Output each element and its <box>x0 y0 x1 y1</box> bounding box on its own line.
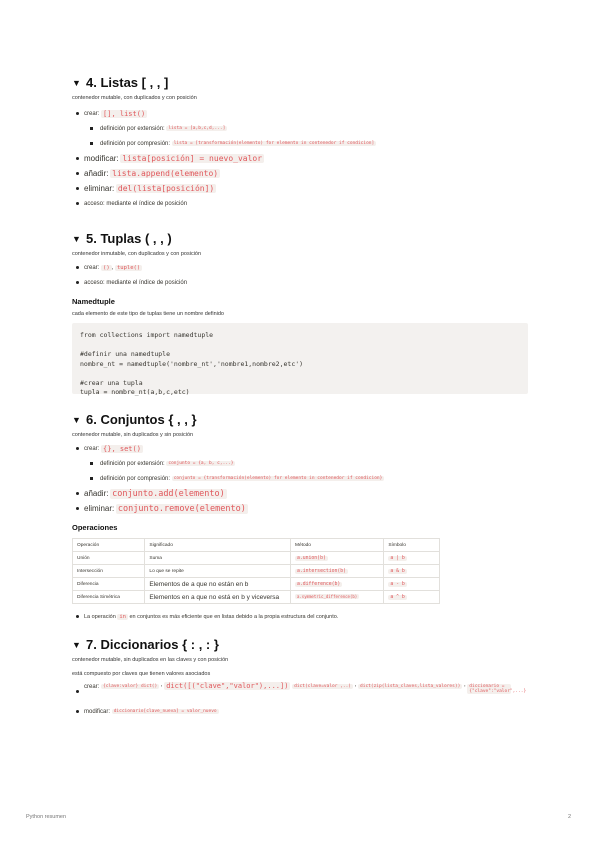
list-item: modificar: lista[posición] = nuevo_valor <box>72 151 528 166</box>
list-item: añadir: lista.append(elemento) <box>72 166 528 181</box>
inline-code: diccionario[clave_nueva] = valor_nuevo <box>113 709 217 714</box>
list-item: modificar: diccionario[clave_nueva] = valor_nuevo <box>72 704 528 719</box>
section-listas-heading[interactable] <box>72 75 528 90</box>
list-item: añadir: conjunto.add(elemento) <box>72 486 528 501</box>
bullet-list <box>72 441 528 516</box>
list-item: eliminar: conjunto.remove(elemento) <box>72 501 528 516</box>
inline-code: [], list() <box>103 109 146 118</box>
section-description: contenedor mutable, con duplicados y con posición <box>72 95 197 101</box>
bullet-list <box>72 682 528 719</box>
section-description: contenedor mutable, sin duplicados y sin posición <box>72 432 194 438</box>
collapse-triangle-icon[interactable]: ▼ <box>72 77 81 88</box>
table-row: Unión Suma a.union(b) a | b <box>73 552 440 565</box>
list-item: La operación in en conjuntos es más eficiente que en listas debido a la propia estructura del conjunto. <box>72 609 528 624</box>
collapse-triangle-icon[interactable]: ▼ <box>72 639 81 650</box>
inline-code: lista[posición] = nuevo_valor <box>122 154 263 163</box>
section-title: 5. Tuplas ( , , ) <box>86 231 172 246</box>
inline-code: lista = [a,b,c,d,...] <box>168 126 226 131</box>
section-tuplas-heading[interactable] <box>72 231 528 246</box>
inline-code: {}, set() <box>103 444 141 453</box>
list-item: definición por extensión: lista = [a,b,c,d,...] <box>72 121 528 136</box>
table-row: Intersección Lo que se repite a.intersection(b) a & b <box>73 565 440 578</box>
inline-code: conjunto.remove(elemento) <box>117 503 246 514</box>
inline-code: lista.append(elemento) <box>112 169 219 178</box>
inline-code: del(lista[posición]) <box>117 184 215 193</box>
inline-code: dict(zip(lista_claves,lista_valores)) <box>360 684 461 689</box>
inline-code: tuple() <box>116 264 141 271</box>
collapse-triangle-icon[interactable]: ▼ <box>72 233 81 244</box>
section-diccionarios-heading[interactable] <box>72 637 528 652</box>
bullet-list <box>72 609 528 624</box>
inline-code: lista = [transformación(elemento) for elemento in contenedor if condicion] <box>173 141 375 146</box>
list-item: crear: [], list() <box>72 106 528 121</box>
operaciones-heading: Operaciones <box>72 523 118 532</box>
bullet-list <box>72 106 528 211</box>
operations-table <box>72 538 440 604</box>
inline-code: conjunto = {a, b, c,...} <box>168 461 234 466</box>
section-description: contenedor inmutable, con duplicados y con posición <box>72 251 202 257</box>
list-item: crear: {}, set() <box>72 441 528 456</box>
footer-title: Python resumen <box>26 814 67 820</box>
bullet-list <box>72 260 528 290</box>
inline-code: conjunto = {transformación(elemento) for elemento in contenedor if condicion} <box>173 476 383 481</box>
inline-code: in <box>119 613 126 620</box>
section-title: 4. Listas [ , , ] <box>86 75 169 90</box>
table-row: Diferencia Elementos de a que no están en b a.difference(b) a - b <box>73 578 440 591</box>
section-description: está compuesto por claves que tienen valores asociados <box>72 671 211 677</box>
table-row: Diferencia Simétrica Elementos en a que no está en b y viceversa a.symmetric_difference(b) a ^ b <box>73 591 440 604</box>
inline-code: conjunto.add(elemento) <box>112 488 225 499</box>
inline-code: diccionario = {"clave":"valor",...} <box>469 684 527 694</box>
list-item: crear: {clave:valor} dict() , dict([("clave","valor"),...]) dict(clave=valor ,..) , dict(zip(lista_claves,lista_valores)) , diccionario = {"clave":"valor",...} <box>72 682 528 700</box>
list-item: definición por compresión: lista = [transformación(elemento) for elemento in contenedor if condicion] <box>72 136 528 151</box>
list-item: definición por extensión: conjunto = {a, b, c,...} <box>72 456 528 471</box>
list-item: eliminar: del(lista[posición]) <box>72 181 528 196</box>
code-block[interactable]: from collections import namedtuple #definir una namedtuple nombre_nt = namedtuple('nombre_nt','nombre1,nombre2,etc') #crear una tupla tupla = nombre_nt(a,b,c,etc) <box>72 323 528 394</box>
list-item: acceso: mediante el índice de posición <box>72 275 528 290</box>
namedtuple-heading: Namedtuple <box>72 297 115 306</box>
list-item: crear: () , tuple() <box>72 260 528 275</box>
table-header-row: Operación Significado Método Símbolo <box>73 539 440 552</box>
list-item: acceso: mediante el índice de posición <box>72 196 528 211</box>
inline-code: dict([("clave","valor"),...]) <box>166 682 289 690</box>
section-title: 6. Conjuntos { , , } <box>86 412 197 427</box>
inline-code: () <box>103 264 110 271</box>
list-item: definición por compresión: conjunto = {transformación(elemento) for elemento in contenedor if condicion} <box>72 471 528 486</box>
namedtuple-description: cada elemento de este tipo de tuplas tiene un nombre definido <box>72 311 224 317</box>
footer-page-number: 2 <box>568 814 572 820</box>
inline-code: {clave:valor} dict() <box>103 684 158 689</box>
section-conjuntos-heading[interactable] <box>72 412 528 427</box>
section-title: 7. Diccionarios { : , : } <box>86 637 219 652</box>
page-content <box>72 70 528 719</box>
inline-code: dict(clave=valor ,..) <box>294 684 352 689</box>
collapse-triangle-icon[interactable]: ▼ <box>72 414 81 425</box>
section-description: contenedor mutable, sin duplicados en las claves y con posición <box>72 657 229 663</box>
